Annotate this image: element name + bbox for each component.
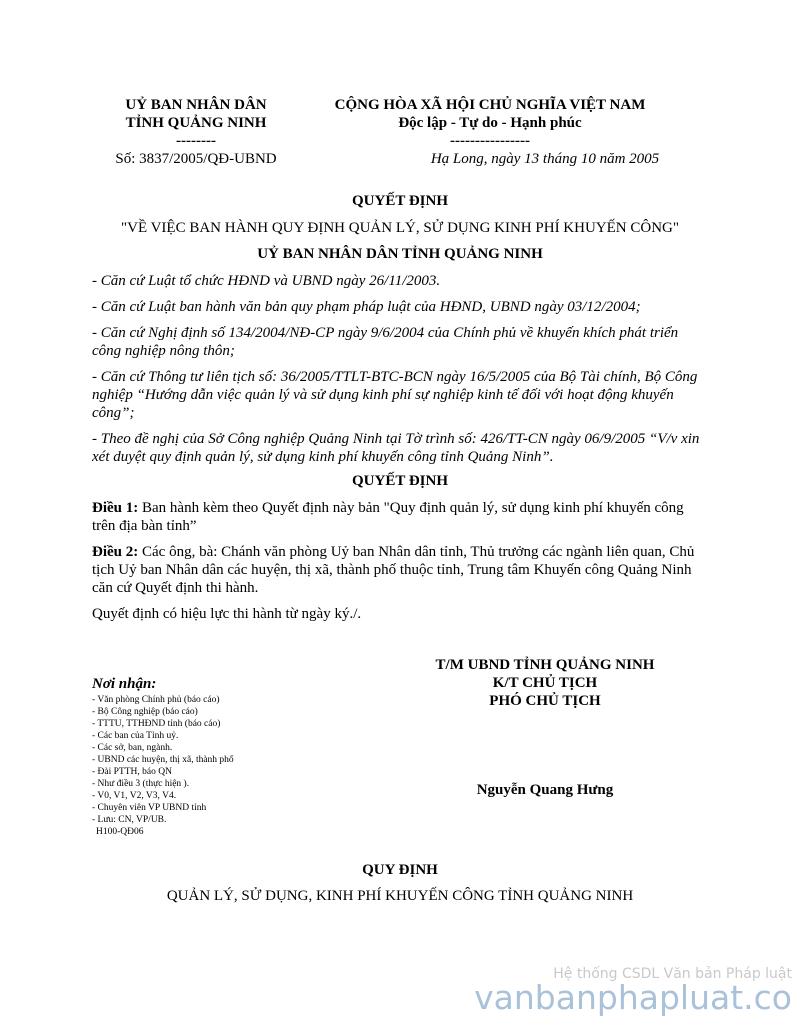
recipient-item: - Bộ Công nghiệp (báo cáo) xyxy=(92,707,198,717)
recipients-title: Nơi nhận: xyxy=(92,676,157,692)
recipient-item: - Như điều 3 (thực hiện ). xyxy=(92,779,190,789)
recipient-item: - Lưu: CN, VP/UB. xyxy=(92,815,167,825)
recipient-item: - Chuyên viên VP UBND tỉnh xyxy=(92,803,207,813)
issuing-authority-separator: -------- xyxy=(176,133,216,149)
issuing-authority-line2: TỈNH QUẢNG NINH xyxy=(125,115,267,131)
recipient-item: - V0, V1, V2, V3, V4. xyxy=(92,791,177,801)
article-2-text: Các ông, bà: Chánh văn phòng Uỷ ban Nhân dân tỉnh, Thủ trưởng các ngành liên quan, Chủ tịch Uỷ ban Nhân dân các huyện, thị xã, thành phố thuộc tỉnh, Trung tâm Khuyến công Quảng Ninh căn cứ Quyết định thi hành. xyxy=(92,544,695,596)
signer-name: Nguyễn Quang Hưng xyxy=(476,782,614,798)
article-1-text: Ban hành kèm theo Quyết định này bản "Quy định quản lý, sử dụng kinh phí khuyến công trên địa bàn tỉnh” xyxy=(92,500,684,534)
motto-separator: ---------------- xyxy=(450,133,530,149)
motto: Độc lập - Tự do - Hạnh phúc xyxy=(398,115,582,131)
national-motto xyxy=(310,96,670,150)
article-1 xyxy=(92,499,702,535)
signature-block xyxy=(380,656,710,710)
decision-title: QUYẾT ĐỊNH xyxy=(352,193,448,209)
watermark-site[interactable]: vanbanphapluat.co xyxy=(474,978,792,1017)
decision-title-2: QUYẾT ĐỊNH xyxy=(352,473,448,489)
legal-basis-item: - Căn cứ Luật tổ chức HĐND và UBND ngày 26/11/2003. xyxy=(92,273,441,289)
article-2 xyxy=(92,543,702,597)
watermark-caption: Hệ thống CSDL Văn bản Pháp luật xyxy=(553,966,792,982)
document-number: Số: 3837/2005/QĐ-UBND xyxy=(115,151,277,167)
recipients-list xyxy=(92,694,234,826)
article-2-label: Điều 2: xyxy=(92,544,139,560)
legal-basis-item: - Căn cứ Thông tư liên tịch số: 36/2005/TTLT-BTC-BCN ngày 16/5/2005 của Bộ Tài chính, Bộ Công nghiệp “Hướng dẫn việc quản lý và sử dụng kinh phí sự nghiệp kinh tế đối với hoạt động khuyến công”; xyxy=(92,369,698,421)
decision-issuer: UỶ BAN NHÂN DÂN TỈNH QUẢNG NINH xyxy=(257,246,543,262)
signature-line-1: T/M UBND TỈNH QUẢNG NINH xyxy=(435,657,655,673)
legal-basis-item: - Căn cứ Luật ban hành văn bản quy phạm pháp luật của HĐND, UBND ngày 03/12/2004; xyxy=(92,299,641,315)
document-code: H100-QĐ06 xyxy=(96,827,144,837)
national-name: CỘNG HÒA XÃ HỘI CHỦ NGHĨA VIỆT NAM xyxy=(334,97,646,113)
issuing-authority xyxy=(96,96,296,150)
recipient-item: - Đài PTTH, báo QN xyxy=(92,767,172,777)
issuing-authority-line1: UỶ BAN NHÂN DÂN xyxy=(125,97,267,113)
recipient-item: - Văn phòng Chính phủ (báo cáo) xyxy=(92,695,220,705)
regulation-title: QUY ĐỊNH xyxy=(362,862,438,878)
recipient-item: - TTTU, TTHĐND tỉnh (báo cáo) xyxy=(92,719,221,729)
decision-subject: "VỀ VIỆC BAN HÀNH QUY ĐỊNH QUẢN LÝ, SỬ DỤNG KINH PHÍ KHUYẾN CÔNG" xyxy=(120,220,680,236)
recipient-item: - UBND các huyện, thị xã, thành phố xyxy=(92,755,234,765)
regulation-subtitle: QUẢN LÝ, SỬ DỤNG, KINH PHÍ KHUYẾN CÔNG TỈNH QUẢNG NINH xyxy=(166,888,634,904)
signature-line-2: K/T CHỦ TỊCH xyxy=(492,675,598,691)
recipient-item: - Các sở, ban, ngành. xyxy=(92,743,173,753)
legal-basis-item: - Căn cứ Nghị định số 134/2004/NĐ-CP ngày 9/6/2004 của Chính phủ về khuyến khích phát triển công nghiệp nông thôn; xyxy=(92,325,679,359)
effective-clause: Quyết định có hiệu lực thi hành từ ngày ký./. xyxy=(92,606,362,622)
article-1-label: Điều 1: xyxy=(92,500,139,516)
recipient-item: - Các ban của Tỉnh uỷ. xyxy=(92,731,179,741)
signature-line-3: PHÓ CHỦ TỊCH xyxy=(489,693,601,709)
document-date: Hạ Long, ngày 13 tháng 10 năm 2005 xyxy=(430,151,660,167)
legal-basis-item: - Theo đề nghị của Sở Công nghiệp Quảng Ninh tại Tờ trình số: 426/TT-CN ngày 06/9/2005 “V/v xin xét duyệt quy định quản lý, sử dụng kinh phí khuyến công tỉnh Quảng Ninh”. xyxy=(92,431,700,465)
